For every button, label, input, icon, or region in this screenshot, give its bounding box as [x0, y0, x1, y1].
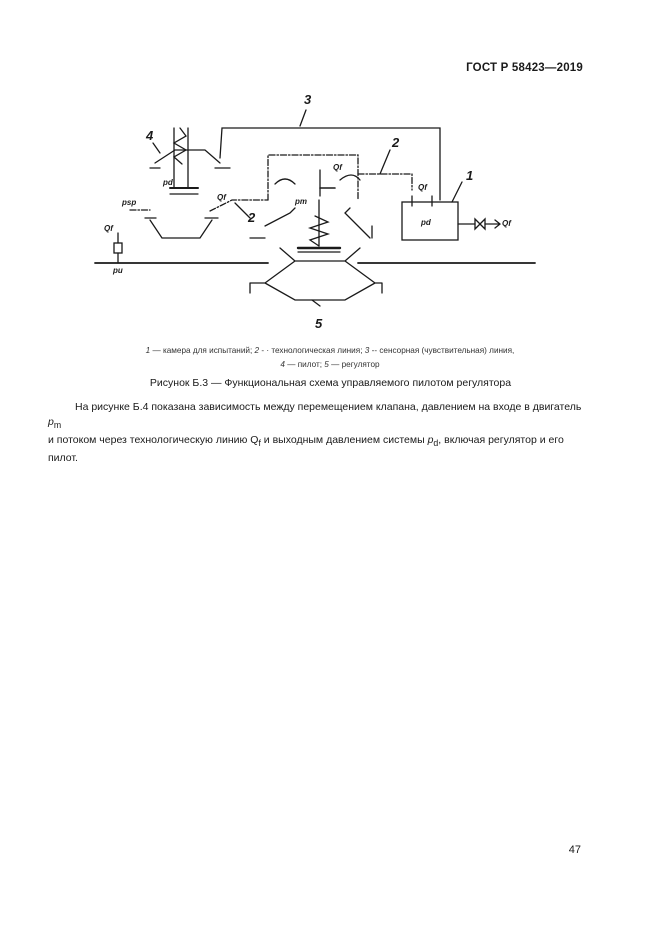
label-qf-top: Qf	[333, 163, 342, 172]
label-qf-left: Qf	[104, 224, 113, 233]
legend-text-5: — регулятор	[328, 360, 380, 369]
legend-text-1: — камера для испытаний;	[150, 346, 255, 355]
callout-leader-3	[300, 110, 306, 126]
callout-2-left: 2	[248, 210, 256, 225]
body-paragraph	[48, 400, 588, 466]
paragraph-part-4: , включая регулятор и его пилот.	[48, 434, 564, 465]
legend-num-1: 1	[145, 346, 151, 355]
functional-diagram	[90, 88, 550, 338]
callout-leader-5	[312, 300, 320, 306]
figure-legend	[60, 344, 600, 372]
symbol-pm-sub: m	[53, 420, 62, 431]
legend-text-2: - · технологическая линия;	[259, 346, 365, 355]
symbol-pd-sub: d	[433, 438, 439, 449]
label-pm: pm	[295, 197, 307, 206]
label-qf-mid: Qf	[217, 193, 226, 202]
pilot-lower	[145, 218, 218, 238]
pilot-upper	[150, 150, 230, 168]
callout-1: 1	[466, 168, 474, 183]
label-qf-right: Qf	[418, 183, 427, 192]
upstream-gauge	[114, 243, 122, 253]
callout-leader-4	[153, 143, 160, 153]
symbol-pm: p	[48, 416, 54, 428]
paragraph-line-1	[48, 400, 588, 433]
callout-4: 4	[146, 128, 154, 143]
process-line-link	[358, 174, 412, 190]
regulator-housing-right	[345, 208, 372, 238]
page-number: 47	[568, 844, 581, 856]
callout-3: 3	[304, 92, 312, 107]
callout-leader-2a	[380, 150, 390, 174]
pilot-spring	[174, 128, 188, 188]
legend-num-5: 5	[324, 360, 329, 369]
legend-num-2: 2	[254, 346, 260, 355]
label-pu: pu	[113, 266, 123, 275]
outlet-arrow	[485, 220, 500, 228]
figure-caption: Рисунок Б.3 — Функциональная схема управляемого пилотом регулятора	[149, 377, 512, 389]
legend-text-4: — пилот;	[284, 360, 325, 369]
label-qf-outlet: Qf	[502, 219, 511, 228]
label-pd-chamber: pd	[421, 218, 431, 227]
legend-text-3: -- сенсорная (чувствительная) линия,	[369, 346, 515, 355]
symbol-qf-sub: f	[258, 438, 261, 449]
outlet-valve	[475, 219, 485, 229]
label-pd-pilot: pd	[163, 178, 173, 187]
symbol-pd: p	[427, 434, 434, 447]
label-psp: psp	[122, 198, 137, 207]
document-header: ГОСТ Р 58423—2019	[466, 62, 583, 74]
paragraph-part-1: На рисунке Б.4 показана зависимость между перемещением клапана, давлением на входе в двигатель	[75, 401, 582, 413]
callout-5: 5	[315, 316, 323, 331]
legend-num-3: 3	[364, 346, 370, 355]
sensing-line	[220, 128, 440, 200]
legend-num-4: 4	[280, 360, 285, 369]
callout-2-right: 2	[392, 135, 400, 150]
orifice-area	[275, 170, 360, 196]
callout-leader-1	[452, 182, 462, 202]
paragraph-part-2: и потоком через технологическую линию Q	[48, 434, 259, 447]
paragraph-part-3: и выходным давлением системы	[260, 434, 428, 447]
regulator-body	[250, 248, 382, 300]
regulator-housing-left	[250, 208, 295, 238]
